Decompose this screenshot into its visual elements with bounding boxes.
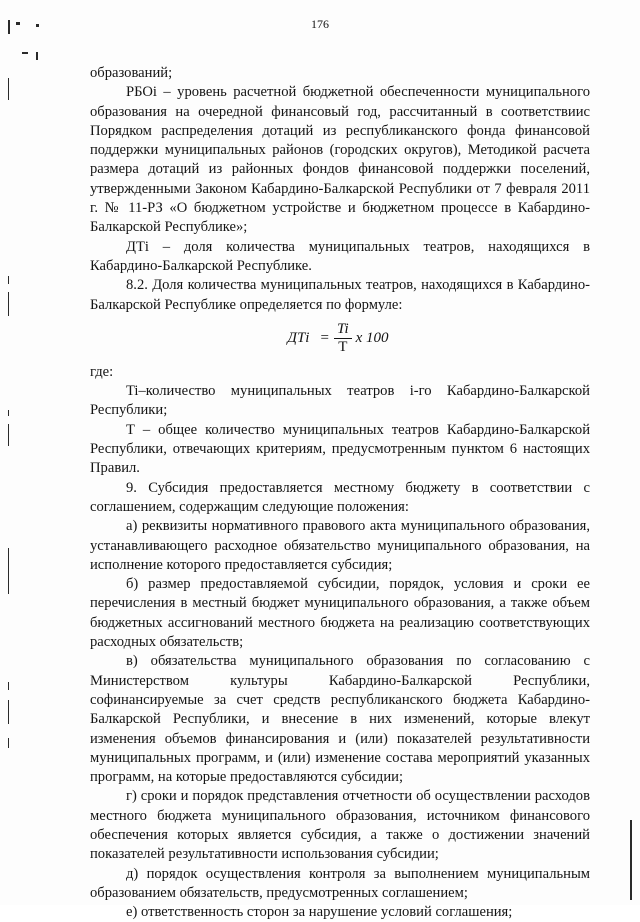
paragraph: образований; <box>90 65 173 81</box>
formula-equals: = <box>320 330 329 347</box>
page-number: 176 <box>311 17 329 31</box>
paragraph: 8.2. Доля количества муниципальных театров, находящихся в Кабардино-Балкарской Республике определяется по формуле: <box>90 277 590 313</box>
paragraph: ДТi – доля количества муниципальных театров, находящихся в Кабардино-Балкарской Республике. <box>90 238 590 274</box>
list-item: а) реквизиты нормативного правового акта муниципального образования, устанавливающего расходное обязательство муниципального образования, на исполнение которого предоставляется субсидия; <box>90 518 590 573</box>
paragraph: РБОi – уровень расчетной бюджетной обеспеченности муниципального образования на очередной финансовый год, рассчитанный в соответствиис Порядком распределения дотаций из республиканского фонда финансовой поддержки муниципальных районов (городских округов), Методикой расчета размера дотаций из районных фондов финансовой поддержки поселений, утвержденными Законом Кабардино-Балкарской Республики от 7 февраля 2011 г. № 11-РЗ «О бюджетном устройстве и бюджетном процессе в Кабардино-Балкарской Республике»; <box>90 84 590 236</box>
list-item: б) размер предоставляемой субсидии, порядок, условия и сроки ее перечисления в местный бюджет муниципального образования, а также объем бюджетных ассигнований местного бюджета на реализацию соответствующих расходных обязательств; <box>90 576 590 651</box>
formula-lhs: ДТi <box>287 330 310 347</box>
list-item: в) обязательства муниципального образования по согласованию с Министерством культуры Кабардино-Балкарской Республики, софинансируемые за счет средств республиканского бюджета Кабардино-Балкарской Республики, и внесение в них изменений, которые влекут изменения объемов финансирования и (или) показателей результативности муниципальных программ, и (или) изменение состава мероприятий указанных программ, на которые предоставляются субсидии; <box>90 653 590 786</box>
paragraph: где: <box>90 363 114 380</box>
paragraph: 9. Субсидия предоставляется местному бюджету в соответствии с соглашением, содержащим следующие положения: <box>90 479 590 515</box>
formula <box>90 317 590 361</box>
formula-numerator: Ti <box>334 321 352 339</box>
list-item: д) порядок осуществления контроля за выполнением муниципальным образованием обязательств, предусмотренных соглашением; <box>90 865 590 901</box>
list-item: г) сроки и порядок представления отчетности об осуществлении расходов местного бюджета муниципального образования, источником финансового обеспечения которых является субсидия, а также о достижении значений показателей результативности использования субсидии; <box>90 788 590 863</box>
paragraph: Ti–количество муниципальных театров i-го Кабардино-Балкарской Республики; <box>90 383 590 419</box>
formula-fraction <box>334 321 352 356</box>
document-body <box>90 64 590 922</box>
formula-multiplier: x 100 <box>355 330 389 347</box>
list-item: е) ответственность сторон за нарушение условий соглашения; <box>126 904 513 921</box>
formula-denominator: T <box>338 339 348 356</box>
paragraph: Т – общее количество муниципальных театров Кабардино-Балкарской Республики, отвечающих критериям, предусмотренным пунктом 6 настоящих Правил. <box>90 421 590 477</box>
